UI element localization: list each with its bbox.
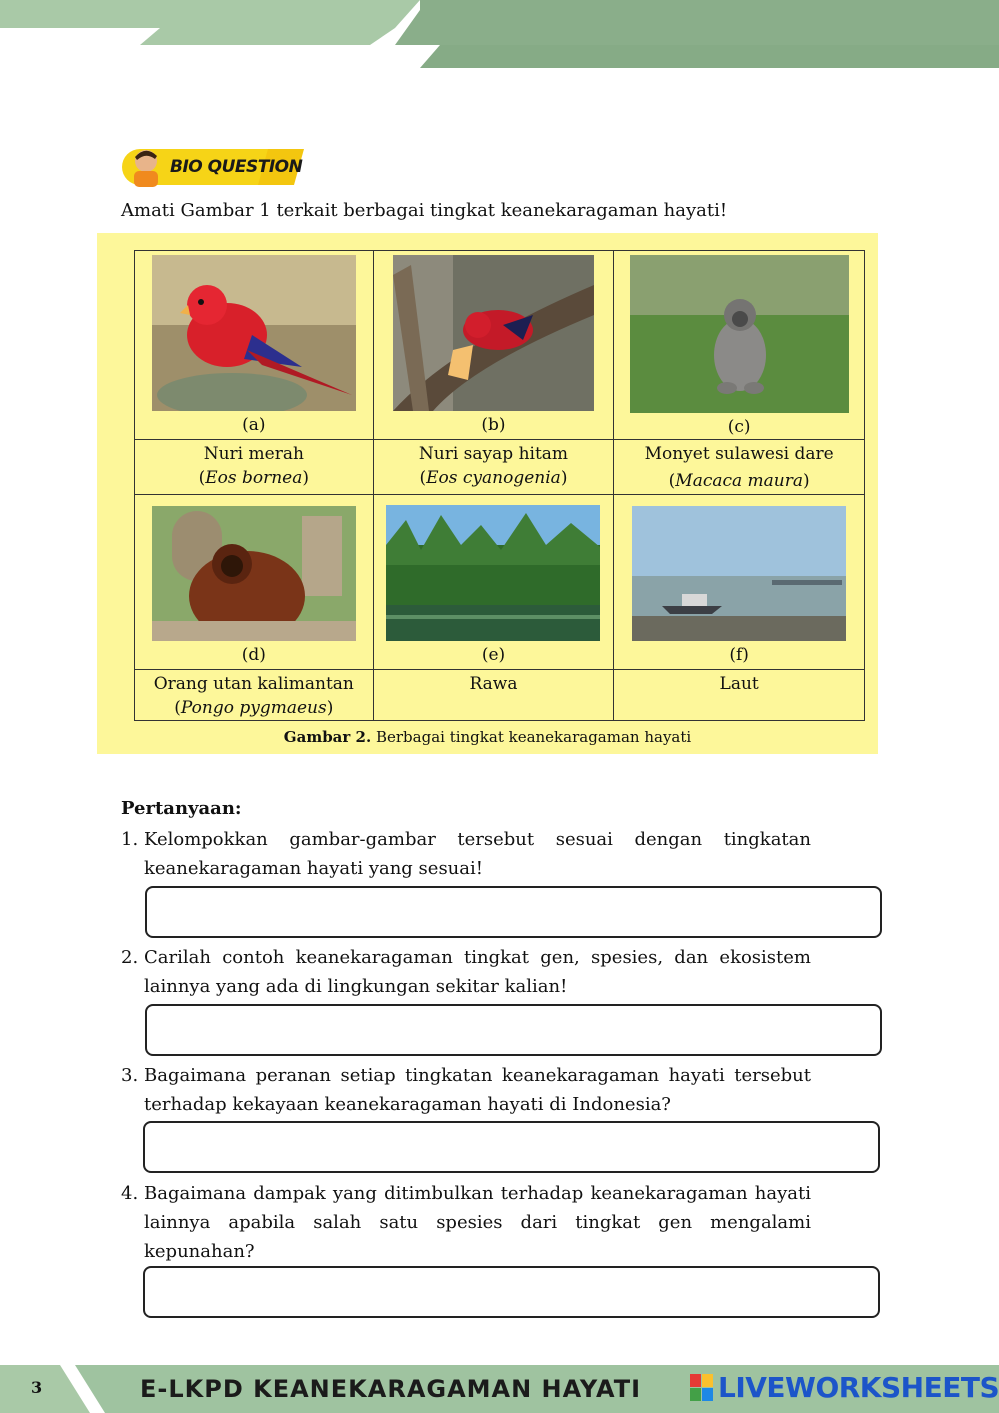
species-latin-d: Pongo pygmaeus <box>180 698 327 718</box>
figure-cell-d <box>135 495 374 670</box>
sea-image <box>632 506 846 641</box>
figure-letter-b: (b) <box>481 415 506 435</box>
question-number: 4. <box>121 1183 139 1204</box>
figure-letter-c: (c) <box>727 417 751 437</box>
question-1 <box>121 825 811 883</box>
figure-label-e <box>373 670 614 721</box>
intro-text: Amati Gambar 1 terkait berbagai tingkat keanekaragaman hayati! <box>121 200 728 221</box>
liveworksheets-logo-icon <box>690 1372 714 1404</box>
answer-box-1[interactable] <box>145 886 882 938</box>
bio-question-label: BIO QUESTION <box>170 157 303 177</box>
ecosystem-name-e: Rawa <box>469 674 518 694</box>
ecosystem-name-f: Laut <box>719 674 759 694</box>
swamp-image <box>386 505 600 641</box>
question-3 <box>121 1061 811 1119</box>
answer-box-4[interactable] <box>143 1266 880 1318</box>
species-latin-a: Eos bornea <box>205 468 303 488</box>
species-name-c: Monyet sulawesi dare <box>644 444 834 464</box>
figure-caption-text: Berbagai tingkat keanekaragaman hayati <box>371 728 692 746</box>
figure-caption-label: Gambar 2. <box>283 728 372 746</box>
figure-label-b: Nuri sayap hitam (Eos cyanogenia) <box>373 440 614 495</box>
figure-letter-f: (f) <box>729 645 749 665</box>
red-lory-image <box>152 255 356 411</box>
sulawesi-monkey-image <box>630 255 849 413</box>
question-4 <box>121 1179 811 1266</box>
figure-letter-d: (d) <box>241 645 266 665</box>
figure-cell-b <box>373 251 614 440</box>
species-name-d: Orang utan kalimantan <box>153 674 354 694</box>
figure-cell-a <box>135 251 374 440</box>
species-name-b: Nuri sayap hitam <box>418 444 569 464</box>
species-latin-c: Macaca maura <box>675 471 804 491</box>
answer-box-3[interactable] <box>143 1121 880 1173</box>
figure-caption <box>97 728 878 746</box>
figure-cell-f <box>614 495 865 670</box>
black-winged-lory-image <box>393 255 594 411</box>
questions-title: Pertanyaan: <box>121 798 242 819</box>
species-name-a: Nuri merah <box>203 444 304 464</box>
question-number: 3. <box>121 1065 139 1086</box>
species-latin-b: Eos cyanogenia <box>426 468 561 488</box>
orangutan-image <box>152 506 356 641</box>
question-2 <box>121 943 811 1001</box>
question-text: Bagaimana peranan setiap tingkatan keanekaragaman hayati tersebut terhadap kekayaan keanekaragaman hayati di Indonesia? <box>144 1065 811 1115</box>
figure-label-c: Monyet sulawesi dare (Macaca maura) <box>614 440 865 495</box>
question-number: 1. <box>121 829 139 850</box>
liveworksheets-brand: LIVEWORKSHEETS <box>718 1371 999 1404</box>
top-banner <box>0 0 999 70</box>
question-text: Bagaimana dampak yang ditimbulkan terhadap keanekaragaman hayati lainnya apabila salah satu spesies dari tingkat gen mengalami kepunahan? <box>144 1183 811 1262</box>
figure-label-f <box>614 670 865 721</box>
figure-letter-e: (e) <box>481 645 506 665</box>
figure-letter-a: (a) <box>242 415 266 435</box>
question-number: 2. <box>121 947 139 968</box>
figure-cell-c <box>614 251 865 440</box>
figure-label-a: Nuri merah (Eos bornea) <box>135 440 374 495</box>
page-number: 3 <box>31 1378 43 1397</box>
figure-label-d: Orang utan kalimantan (Pongo pygmaeus) <box>135 670 374 721</box>
answer-box-2[interactable] <box>145 1004 882 1056</box>
footer-title: E-LKPD KEANEKARAGAMAN HAYATI <box>140 1375 642 1403</box>
question-text: Kelompokkan gambar-gambar tersebut sesuai dengan tingkatan keanekaragaman hayati yang sesuai! <box>144 829 811 879</box>
figure-cell-e <box>373 495 614 670</box>
question-text: Carilah contoh keanekaragaman tingkat gen, spesies, dan ekosistem lainnya yang ada di lingkungan sekitar kalian! <box>144 947 811 997</box>
figure-table <box>134 250 865 721</box>
